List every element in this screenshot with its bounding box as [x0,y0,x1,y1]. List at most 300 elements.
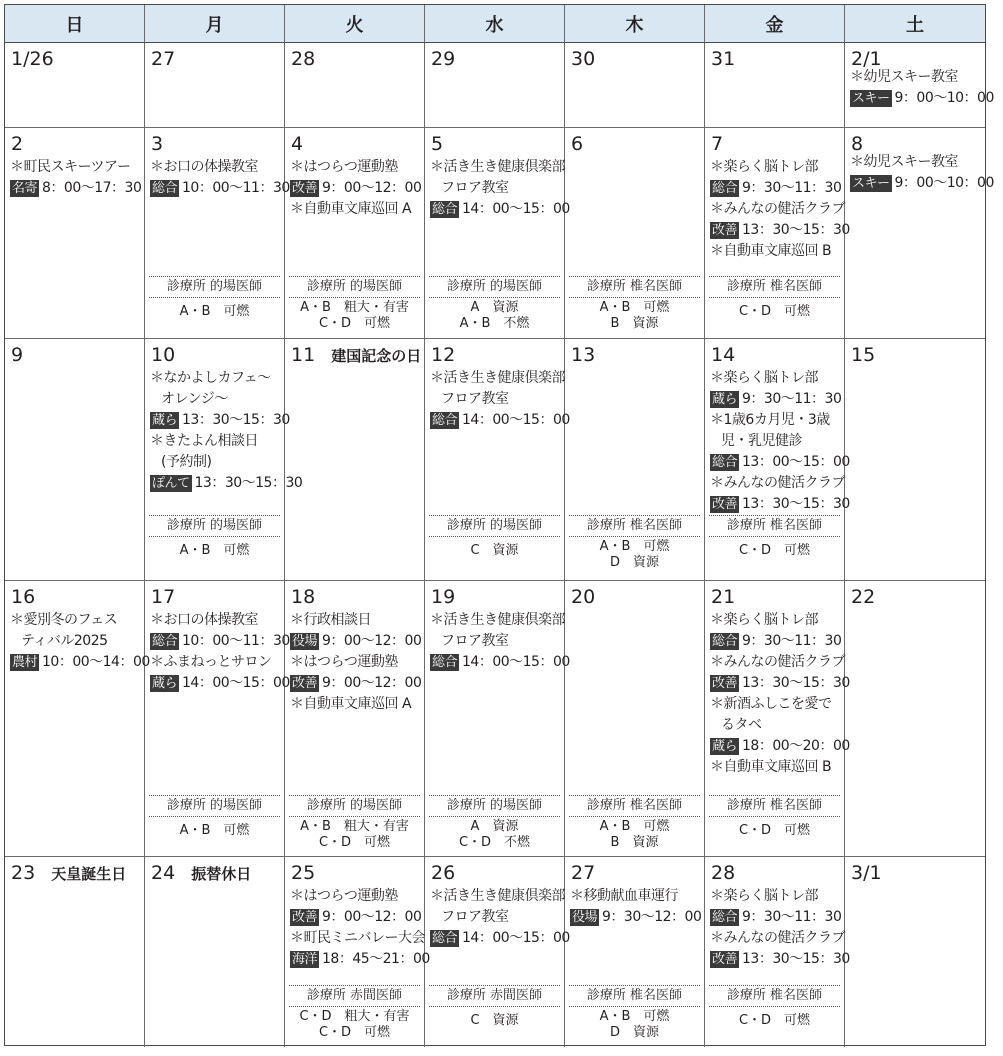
day-cell[interactable] [565,857,705,1047]
clinic-info [425,985,564,1029]
day-number [11,344,23,366]
event-time: 9：00～12：00 [322,180,422,196]
event-title: ＊楽らく脳トレ部 [710,888,818,904]
date-label: 24 [151,862,176,884]
clinic-doctor: 診療所 的場医師 [149,276,280,298]
event-schedule [150,673,290,694]
clinic-info [705,985,844,1029]
venue-badge: 総合 [152,181,178,196]
event-schedule [850,88,994,109]
event-list [710,368,850,515]
date-label: 27 [151,48,176,70]
clinic-doctor: 診療所 的場医師 [429,795,560,817]
event-time: 13：30～15：30 [182,412,290,428]
day-cell[interactable] [5,128,145,339]
event-schedule [290,673,422,694]
event-list [150,368,303,494]
day-number [11,48,54,70]
venue-badge: 蔵ら [712,392,738,407]
event-title-cont: フロア教室 [441,180,509,196]
venue-badge: 総合 [712,634,738,649]
day-cell[interactable] [845,339,985,581]
event-schedule [570,907,702,928]
clinic-info [565,985,704,1041]
day-number [291,344,421,367]
event-time: 9：00～12：00 [322,909,422,925]
event-title: ＊自動車文庫巡回 B [710,759,832,775]
day-cell[interactable] [705,339,850,581]
venue-badge: 役場 [292,634,318,649]
event-list [430,368,570,431]
waste-collection: C・D 可燃 [738,823,811,838]
event-item [150,368,290,431]
event-item [290,157,422,199]
clinic-info [145,515,284,559]
date-label: 7 [711,133,724,155]
event-item [10,157,142,199]
date-label: 13 [571,344,596,366]
clinic-doctor: 診療所 椎名医師 [569,276,700,298]
event-title-cont: フロア教室 [441,909,509,925]
event-time: 9：00～10：00 [894,175,994,191]
event-time: 13：00～15：00 [742,454,850,470]
clinic-doctor: 診療所 的場医師 [149,795,280,817]
event-time: 14：00～15：00 [462,412,570,428]
date-label: 5 [431,133,444,155]
holiday-label: 建国記念の日 [331,347,422,365]
weekday-header-fri: 金 [705,5,845,43]
event-title-cont: (予約制) [161,454,212,470]
day-number [851,862,882,884]
day-number [11,862,126,885]
date-label: 16 [11,586,36,608]
date-label: 22 [851,586,876,608]
clinic-doctor: 診療所 的場医師 [289,795,420,817]
event-item [290,610,422,652]
day-number [151,862,251,885]
day-cell[interactable] [425,581,570,857]
event-time: 14：00～15：00 [182,675,290,691]
venue-badge: 総合 [712,910,738,925]
clinic-info [285,985,424,1041]
event-title: ＊楽らく脳トレ部 [710,612,818,628]
venue-badge: 総合 [432,655,458,670]
event-item [710,694,850,757]
event-time: 14：00～15：00 [462,654,570,670]
clinic-doctor: 診療所 椎名医師 [709,276,840,298]
venue-badge: 改善 [712,676,738,691]
event-list [290,157,422,220]
day-cell[interactable] [5,339,145,581]
day-number [711,862,735,884]
day-cell[interactable] [845,581,985,857]
holiday-label: 天皇誕生日 [51,865,127,883]
date-label: 3/1 [851,862,882,884]
event-schedule [710,907,842,928]
waste-collection: A・B 不燃 [459,316,530,331]
venue-badge: 海洋 [292,952,318,967]
waste-collection: C・D 可燃 [738,543,811,558]
event-title-cont: 児・乳児健診 [721,433,802,449]
day-number [431,862,455,884]
day-number [431,133,443,155]
day-number [11,586,35,608]
event-title: ＊愛別冬のフェス [10,612,118,628]
event-title: ＊自動車文庫巡回 A [290,696,412,712]
event-schedule [150,473,303,494]
date-label: 2 [11,133,24,155]
clinic-doctor: 診療所 的場医師 [429,515,560,537]
event-item [710,928,850,970]
venue-badge: 改善 [292,910,318,925]
waste-collection: C・D 可燃 [318,1025,391,1040]
day-cell[interactable] [565,581,705,857]
venue-badge: 役場 [572,910,598,925]
waste-collection: C・D 可燃 [738,1013,811,1028]
event-title: ＊町民スキーツアー [10,159,131,175]
waste-collection: A・B 粗大・有害 [300,300,409,315]
day-number [291,133,303,155]
event-schedule [290,949,430,970]
event-item [710,368,842,410]
event-item [150,431,303,494]
date-label: 20 [571,586,596,608]
event-list [850,67,994,109]
event-title: ＊活き生き健康倶楽部 [430,370,565,386]
clinic-doctor: 診療所 椎名医師 [569,985,700,1007]
event-schedule [10,652,150,673]
event-schedule [710,220,850,241]
event-item [290,652,422,694]
event-time: 9：00～10：00 [894,90,994,106]
venue-badge: 総合 [152,634,178,649]
date-label: 14 [711,344,736,366]
event-list [290,610,422,715]
event-list [710,610,850,778]
weekday-header-wed: 水 [425,5,565,43]
event-time: 13：30～15：30 [742,222,850,238]
event-schedule [10,178,142,199]
date-label: 18 [291,586,316,608]
day-cell[interactable] [5,43,145,128]
day-number [291,48,315,70]
day-number [571,133,583,155]
event-title: ＊行政相談日 [290,612,371,628]
waste-collection: B 資源 [610,316,659,331]
date-label: 6 [571,133,584,155]
day-cell[interactable] [565,128,705,339]
event-title: ＊はつらつ運動塾 [290,888,398,904]
event-list [430,610,570,673]
event-title: ＊移動献血車運行 [570,888,678,904]
clinic-doctor: 診療所 椎名医師 [569,795,700,817]
clinic-info [285,795,424,851]
date-label: 26 [431,862,456,884]
event-item [430,886,570,949]
waste-collection: C・D 可燃 [318,835,391,850]
clinic-info [705,276,844,320]
date-label: 17 [151,586,176,608]
day-number [431,344,455,366]
venue-badge: 総合 [432,202,458,217]
clinic-info [425,515,564,559]
event-schedule [150,178,290,199]
event-title: ＊楽らく脳トレ部 [710,159,818,175]
event-schedule [710,389,842,410]
event-item [290,199,422,220]
day-number [151,48,175,70]
event-item [710,652,850,694]
event-schedule [430,928,570,949]
venue-badge: 改善 [712,497,738,512]
day-cell[interactable] [425,43,565,128]
waste-collection: A・B 可燃 [179,304,250,319]
waste-collection: D 資源 [609,555,659,570]
event-title: ＊活き生き健康倶楽部 [430,612,565,628]
event-item [710,199,850,241]
event-time: 13：30～15：30 [194,475,303,491]
event-time: 13：30～15：30 [742,675,850,691]
day-number [151,586,175,608]
event-time: 9：30～11：30 [742,633,842,649]
weekday-header-thu: 木 [565,5,705,43]
event-item [850,67,994,109]
event-schedule [430,199,570,220]
event-item [710,473,850,515]
waste-collection: C・D 可燃 [318,316,391,331]
event-item [710,757,842,778]
day-cell[interactable] [5,581,150,857]
date-label: 28 [711,862,736,884]
event-title: ＊新酒ふしこを愛で [710,696,832,712]
event-schedule [710,631,842,652]
day-number [711,586,735,608]
venue-badge: 名寄 [12,181,38,196]
event-item [710,886,842,928]
day-number [571,344,595,366]
event-list [10,610,150,673]
date-label: 1/26 [11,48,54,70]
weekday-header-sun: 日 [5,5,145,43]
waste-collection: A 資源 [470,300,519,315]
venue-badge: 蔵ら [152,413,178,428]
waste-collection: C・D 粗大・有害 [299,1009,410,1024]
clinic-doctor: 診療所 椎名医師 [569,515,700,537]
day-number [711,48,735,70]
day-cell[interactable] [705,43,845,128]
event-schedule [150,410,290,431]
event-title-cont: オレンジ～ [161,391,228,407]
event-schedule [290,631,422,652]
event-list [430,157,570,220]
waste-collection: C 資源 [470,1013,519,1028]
event-title: ＊ふまねっとサロン [150,654,272,670]
day-cell[interactable] [5,857,145,1047]
day-number [151,344,175,366]
event-title-cont: るタベ [721,717,762,733]
date-label: 8 [851,133,864,155]
date-label: 10 [151,344,176,366]
weekday-header-mon: 月 [145,5,285,43]
clinic-doctor: 診療所 的場医師 [289,276,420,298]
date-label: 12 [431,344,456,366]
event-list [710,886,850,970]
date-label: 2/1 [851,48,882,70]
event-item [290,886,422,928]
day-cell[interactable] [845,43,994,128]
event-title: ＊みんなの健活クラブ [710,654,845,670]
event-list [430,886,570,949]
day-cell[interactable] [145,581,290,857]
day-number [571,48,595,70]
venue-badge: 蔵ら [152,676,178,691]
event-time: 10：00～11：30 [182,180,290,196]
day-cell[interactable] [285,43,425,128]
event-item [710,241,842,262]
day-number [151,133,163,155]
waste-collection: A・B 可燃 [179,543,250,558]
clinic-doctor: 診療所 赤間医師 [289,985,420,1007]
venue-badge: 改善 [292,676,318,691]
event-item [150,157,290,199]
day-cell[interactable] [565,339,705,581]
clinic-doctor: 診療所 赤間医師 [429,985,560,1007]
clinic-info [565,515,704,571]
clinic-doctor: 診療所 的場医師 [429,276,560,298]
date-label: 11 [291,344,316,366]
date-label: 19 [431,586,456,608]
clinic-info [705,515,844,559]
day-cell[interactable] [145,128,290,339]
clinic-info [425,795,564,851]
date-label: 29 [431,48,456,70]
event-schedule [710,736,850,757]
day-number [711,344,735,366]
day-cell[interactable] [145,43,285,128]
event-time: 9：30～11：30 [742,909,842,925]
day-cell[interactable] [705,128,850,339]
waste-collection: A・B 可燃 [599,539,670,554]
day-cell[interactable] [285,339,425,581]
event-title: ＊活き生き健康倶楽部 [430,159,565,175]
day-cell[interactable] [565,43,705,128]
date-label: 28 [291,48,316,70]
waste-collection: A・B 可燃 [599,819,670,834]
day-cell[interactable] [285,128,425,339]
day-cell[interactable] [285,581,425,857]
event-title: ＊町民ミニバレー大会 [290,930,425,946]
event-item [290,694,422,715]
venue-badge: 改善 [712,952,738,967]
event-item [430,610,570,673]
waste-collection: B 資源 [610,835,659,850]
day-cell[interactable] [705,581,850,857]
day-cell[interactable] [845,857,985,1047]
day-cell[interactable] [285,857,430,1047]
event-schedule [710,673,850,694]
clinic-info [705,795,844,839]
event-title-cont: フロア教室 [441,633,509,649]
event-list [150,157,290,199]
clinic-info [145,795,284,839]
day-cell[interactable] [705,857,850,1047]
clinic-info [565,795,704,851]
event-time: 14：00～15：00 [462,930,570,946]
event-schedule [710,452,850,473]
day-cell[interactable] [145,339,303,581]
event-list [290,886,430,970]
event-time: 9：00～12：00 [322,675,422,691]
event-title: ＊みんなの健活クラブ [710,475,845,491]
event-title: ＊お口の体操教室 [150,159,258,175]
date-label: 31 [711,48,736,70]
event-list [710,157,850,262]
venue-badge: 改善 [712,223,738,238]
date-label: 4 [291,133,304,155]
date-label: 15 [851,344,876,366]
day-number [431,48,455,70]
event-title-cont: ティバル2025 [21,633,108,649]
event-time: 13：30～15：30 [742,951,850,967]
waste-collection: A・B 可燃 [599,300,670,315]
day-number [431,586,455,608]
date-label: 3 [151,133,164,155]
event-title: ＊はつらつ運動塾 [290,654,398,670]
clinic-doctor: 診療所 的場医師 [149,515,280,537]
event-title: ＊幼児スキー教室 [850,154,958,170]
venue-badge: 総合 [432,413,458,428]
venue-badge: 総合 [712,455,738,470]
event-time: 18：45～21：00 [322,951,430,967]
date-label: 23 [11,862,36,884]
event-schedule [430,652,570,673]
event-time: 9：30～11：30 [742,391,842,407]
venue-badge: スキー [852,91,890,106]
venue-badge: 総合 [712,181,738,196]
weekday-header-tue: 火 [285,5,425,43]
date-label: 30 [571,48,596,70]
venue-badge: スキー [852,176,890,191]
event-title: ＊自動車文庫巡回 B [710,243,832,259]
date-label: 9 [11,344,24,366]
day-number [291,862,315,884]
event-title: ＊お口の体操教室 [150,612,258,628]
event-time: 9：00～12：00 [322,633,422,649]
day-cell[interactable] [425,857,570,1047]
event-item [710,410,850,473]
clinic-doctor: 診療所 椎名医師 [709,985,840,1007]
day-cell[interactable] [845,128,994,339]
event-time: 18：00～20：00 [742,738,850,754]
day-cell[interactable] [425,339,570,581]
day-number [851,586,875,608]
event-item [150,610,290,652]
event-item [430,368,570,431]
waste-collection: A・B 可燃 [179,823,250,838]
event-schedule [710,178,842,199]
event-title: ＊みんなの健活クラブ [710,930,845,946]
day-cell[interactable] [145,857,285,1047]
event-title: ＊なかよしカフェ～ [150,370,271,386]
weekday-header-sat: 土 [845,5,985,43]
event-schedule [430,410,570,431]
day-cell[interactable] [425,128,570,339]
event-item [710,157,842,199]
event-item [290,928,430,970]
event-schedule [850,173,994,194]
event-title-cont: フロア教室 [441,391,509,407]
event-schedule [150,631,290,652]
